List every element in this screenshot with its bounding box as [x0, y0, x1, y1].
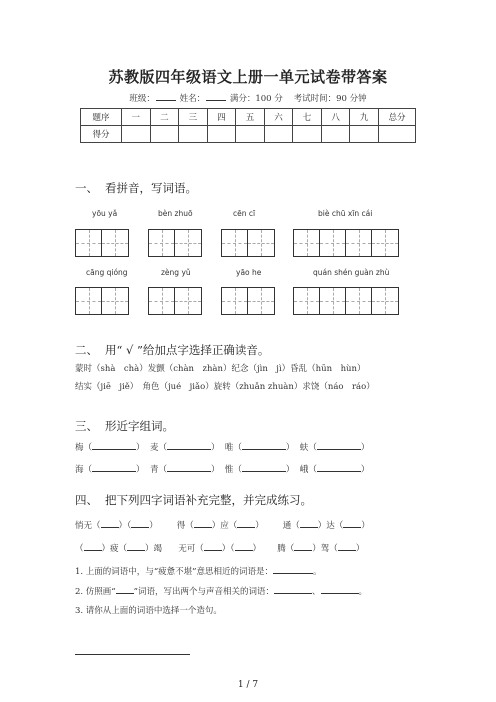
pinyin: quán shén guàn zhù	[313, 268, 390, 277]
answer-blank[interactable]	[167, 440, 211, 450]
score-row-label: 得分	[81, 126, 122, 143]
score-cell[interactable]	[321, 126, 350, 143]
pinyin: biè chū xīn cái	[318, 209, 373, 218]
writing-grid[interactable]	[148, 229, 202, 257]
score-cell[interactable]	[207, 126, 236, 143]
writing-grid[interactable]	[75, 287, 129, 315]
pinyin: cēn cī	[233, 209, 256, 218]
answer-blank[interactable]	[237, 518, 255, 528]
answer-blank[interactable]	[321, 584, 359, 594]
section-3-heading: 三、 形近字组词。	[75, 419, 174, 433]
writing-grid[interactable]	[148, 287, 202, 315]
page-title: 苏教版四年级语文上册一单元试卷带答案	[108, 68, 388, 86]
exam-info	[0, 91, 496, 104]
score-cell[interactable]	[350, 126, 379, 143]
idiom-row: （ ）疲（ ）竭 无可（ ）（ ） 腾（ ）驾（ ）	[75, 541, 364, 554]
answer-blank[interactable]	[204, 541, 222, 551]
header-cell: 总分	[379, 109, 416, 126]
score-header-row	[81, 109, 416, 126]
answer-blank[interactable]	[101, 518, 119, 528]
answer-blank[interactable]	[167, 462, 211, 472]
answer-blank[interactable]	[92, 440, 136, 450]
score-cell[interactable]	[379, 126, 416, 143]
header-cell: 七	[293, 109, 322, 126]
header-cell: 三	[179, 109, 208, 126]
question-2: 2. 仿照画“ ”词语，写出两个与声音相关的词语： 、 。	[75, 584, 367, 597]
pinyin: yāo he	[236, 268, 262, 277]
answer-blank[interactable]	[194, 518, 212, 528]
idiom-row: 悄无（ ）（ ） 得（ ）应（ ） 通（ ）达（ ）	[75, 518, 370, 531]
header-cell: 八	[321, 109, 350, 126]
full-score: 满分：100 分	[229, 94, 283, 104]
writing-grid[interactable]	[221, 287, 275, 315]
question-1: 1. 上面的词语中，与“疲惫不堪”意思相近的词语是： 。	[75, 564, 322, 577]
question-3: 3. 请你从上面的词语中选择一个造句。	[75, 606, 222, 616]
writing-grid[interactable]	[293, 287, 399, 315]
answer-blank[interactable]	[300, 518, 318, 528]
header-cell: 六	[264, 109, 293, 126]
header-cell: 五	[236, 109, 265, 126]
name-blank[interactable]	[206, 91, 226, 101]
header-cell: 一	[122, 109, 151, 126]
answer-blank[interactable]	[242, 440, 286, 450]
reading-line[interactable]: 结实（jiē jiě） 角色（jué jiǎo）旋转（zhuǎn zhuàn）求饶（náo ráo）	[75, 382, 375, 392]
answer-blank[interactable]	[317, 462, 361, 472]
class-label: 班级：	[129, 94, 155, 104]
score-cell[interactable]	[264, 126, 293, 143]
answer-blank[interactable]	[343, 518, 361, 528]
answer-blank[interactable]	[294, 541, 312, 551]
score-cell[interactable]	[150, 126, 179, 143]
score-cell[interactable]	[122, 126, 151, 143]
header-cell: 题序	[81, 109, 122, 126]
answer-line[interactable]	[75, 654, 190, 655]
section-1-heading: 一、 看拼音，写词语。	[75, 181, 197, 195]
exam-time: 考试时间：90 分钟	[293, 94, 367, 104]
header-cell: 二	[150, 109, 179, 126]
answer-blank[interactable]	[84, 541, 102, 551]
score-table	[80, 108, 416, 143]
answer-blank[interactable]	[235, 541, 253, 551]
pinyin: bèn zhuō	[158, 209, 193, 218]
answer-blank[interactable]	[242, 462, 286, 472]
underline-sample	[116, 584, 134, 594]
name-label: 姓名：	[179, 94, 206, 104]
answer-blank[interactable]	[273, 564, 313, 574]
header-cell: 九	[350, 109, 379, 126]
answer-blank[interactable]	[317, 440, 361, 450]
answer-blank[interactable]	[131, 518, 149, 528]
writing-grid[interactable]	[293, 229, 399, 257]
writing-grid[interactable]	[221, 229, 275, 257]
score-row	[81, 126, 416, 143]
section-4-heading: 四、 把下列四字词语补充完整，并完成练习。	[75, 493, 312, 507]
pinyin: yōu yǎ	[92, 209, 118, 218]
answer-blank[interactable]	[338, 541, 356, 551]
section-2-heading: 二、 用“ √ ”给加点字选择正确读音。	[75, 343, 270, 357]
reading-line[interactable]: 蒙时（shà chà）发颤（chàn zhàn）纪念（jìn jì）昏乱（hūn hùn）	[75, 364, 366, 374]
header-cell: 四	[207, 109, 236, 126]
writing-grid[interactable]	[75, 229, 129, 257]
answer-blank[interactable]	[274, 584, 312, 594]
score-cell[interactable]	[293, 126, 322, 143]
score-cell[interactable]	[179, 126, 208, 143]
pinyin: zèng yǔ	[161, 268, 191, 277]
word-row: 梅（ ） 麦（ ） 唯（ ） 蚨（ ）	[75, 440, 369, 453]
score-cell[interactable]	[236, 126, 265, 143]
word-row: 海（ ） 青（ ） 惟（ ） 峨（ ）	[75, 462, 369, 475]
answer-blank[interactable]	[127, 541, 145, 551]
pinyin: cāng qióng	[86, 268, 128, 277]
answer-blank[interactable]	[92, 462, 136, 472]
page-number: 1 / 7	[237, 680, 259, 690]
class-blank[interactable]	[156, 91, 176, 101]
